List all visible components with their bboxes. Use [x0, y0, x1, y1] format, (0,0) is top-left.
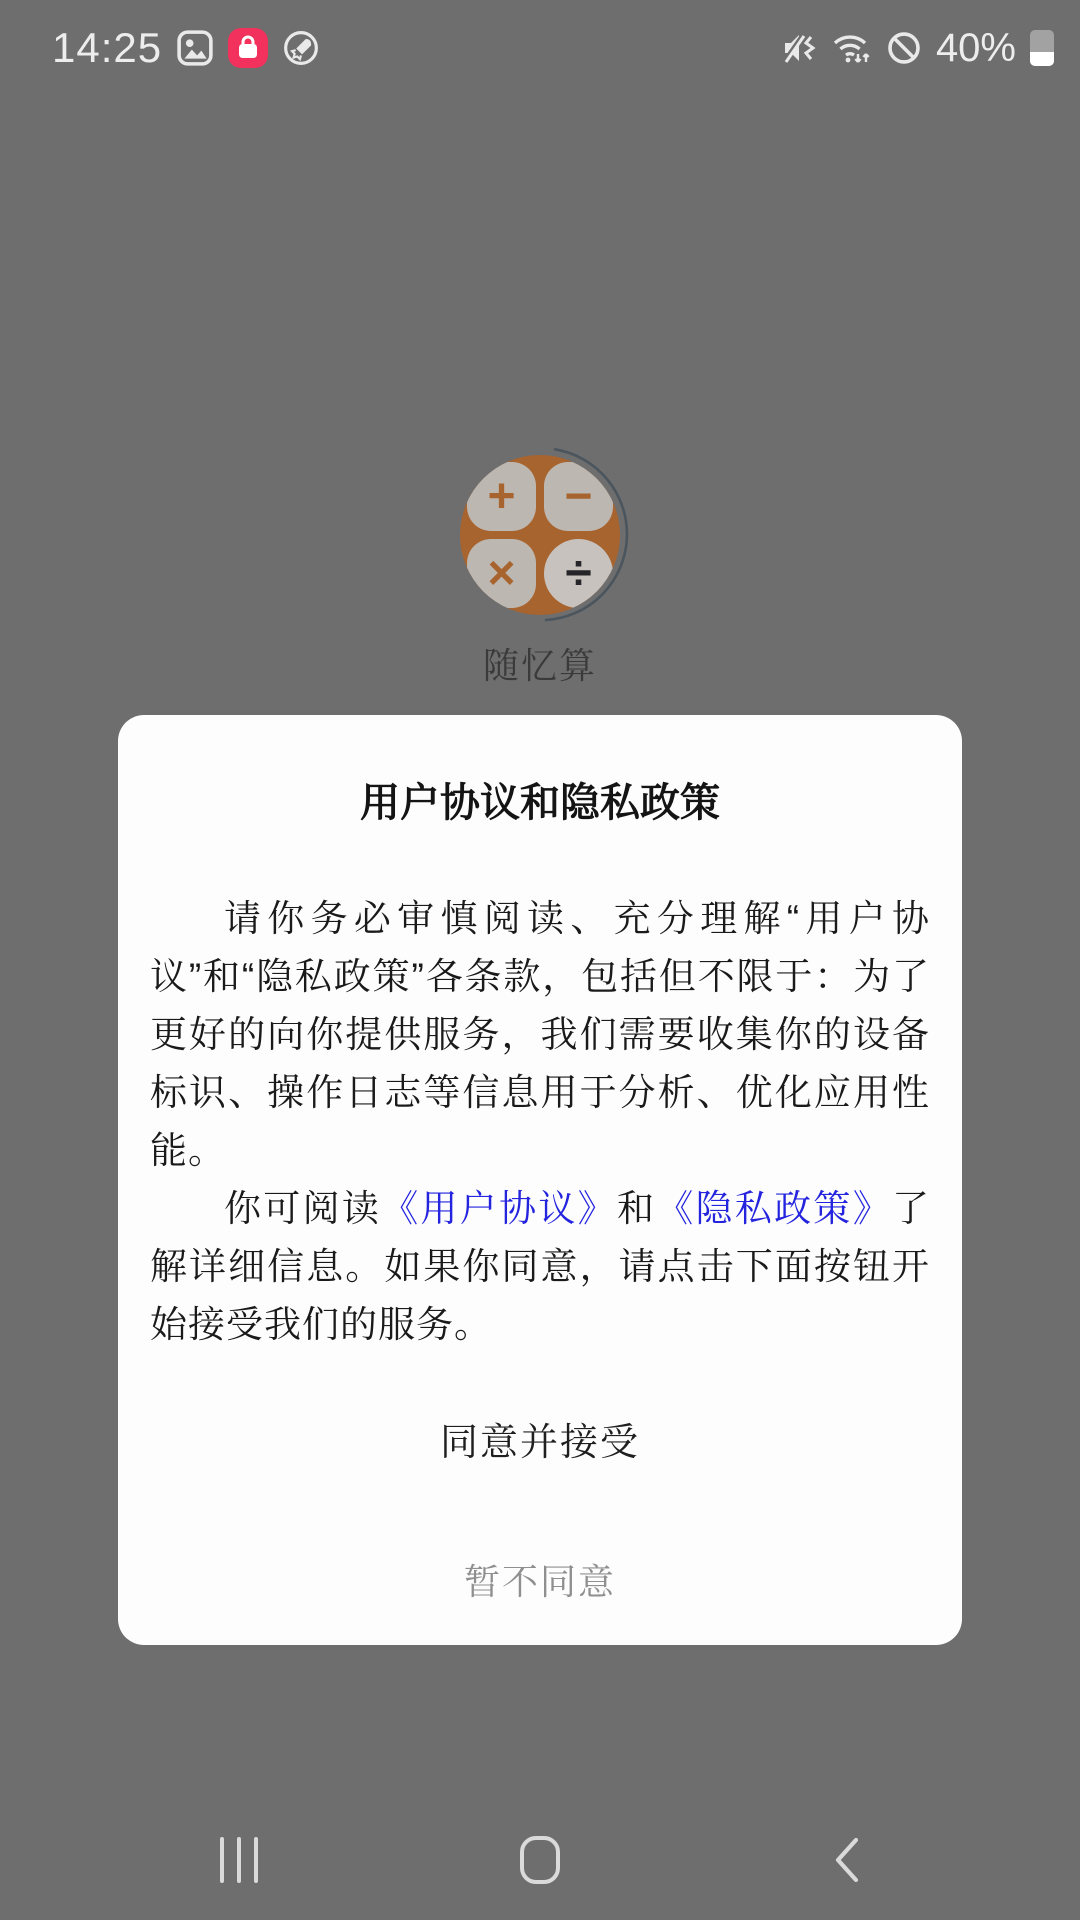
back-button[interactable]	[812, 1800, 882, 1920]
wifi-icon	[832, 30, 872, 66]
dialog-body	[150, 890, 930, 1354]
privacy-policy-dialog	[118, 715, 962, 1645]
dialog-title: 用户协议和隐私政策	[360, 781, 720, 825]
minus-key-icon: −	[544, 462, 613, 531]
dialog-paragraph-1: 请你务必审慎阅读、充分理解“用户协议”和“隐私政策”各条款，包括但不限于：为了更好的向你提供服务，我们需要收集你的设备标识、操作日志等信息用于分析、优化应用性能。	[150, 898, 930, 1171]
app-icon	[447, 442, 637, 632]
status-bar	[0, 0, 1080, 96]
recents-icon	[220, 1837, 258, 1883]
battery-icon	[1030, 30, 1054, 66]
divide-key-icon: ÷	[544, 539, 613, 608]
multiply-key-icon: ×	[467, 539, 536, 608]
calculator-app-icon	[460, 455, 620, 615]
plus-key-icon: +	[467, 462, 536, 531]
home-icon	[520, 1836, 560, 1884]
app-name: 随忆算	[482, 645, 597, 686]
mute-vibrate-icon	[782, 31, 818, 65]
back-chevron-icon	[832, 1835, 862, 1885]
paragraph-text: 和	[616, 1188, 657, 1229]
paragraph-text: 了解详细信息。如果你同意，请点击下面按钮开始接受我们的服务。	[150, 1188, 931, 1345]
paragraph-text: 你可阅读	[224, 1188, 382, 1229]
navigation-bar	[0, 1800, 1080, 1920]
disagree-button[interactable]: 暂不同意	[458, 1553, 622, 1606]
rocket-booster-icon	[283, 30, 319, 66]
recents-button[interactable]	[204, 1800, 274, 1920]
home-button[interactable]	[505, 1800, 575, 1920]
clock: 14:25	[52, 24, 163, 71]
user-agreement-link[interactable]: 《用户协议》	[381, 1188, 617, 1229]
store-bag-icon	[228, 28, 268, 68]
battery-percent: 40%	[935, 25, 1016, 70]
dialog-paragraph-2	[150, 1180, 930, 1354]
gallery-icon	[177, 30, 213, 66]
no-signal-icon	[886, 30, 922, 66]
agree-button[interactable]: 同意并接受	[434, 1410, 646, 1467]
privacy-policy-link[interactable]: 《隐私政策》	[656, 1188, 893, 1229]
